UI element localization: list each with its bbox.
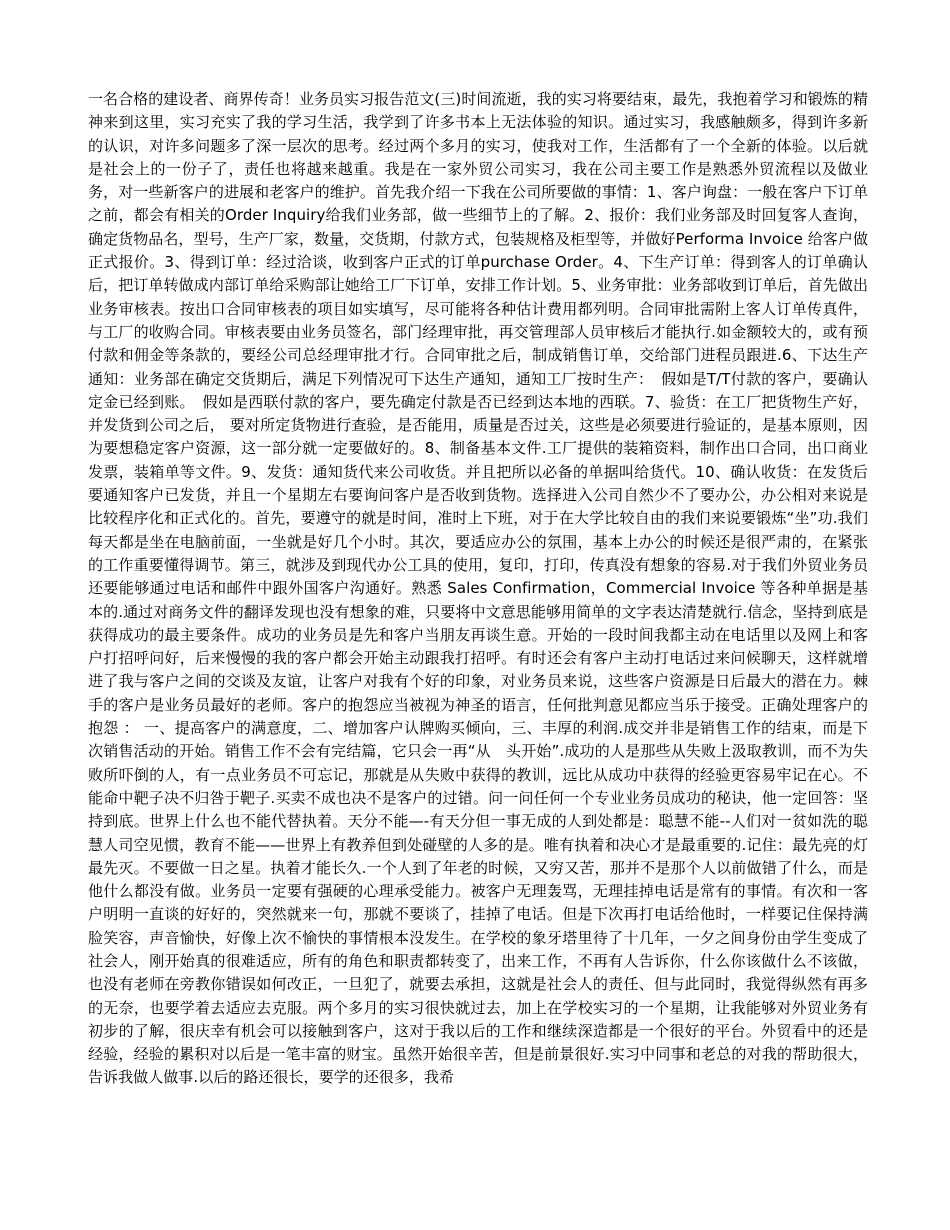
document-body-text: 一名合格的建设者、商界传奇！业务员实习报告范文(三)时间流逝，我的实习将要结束，最先，我抱着学习和锻炼的精神来到这里，实习充实了我的学习生活，我学到了许多书本上无法体验的知识。通过实习，我感触颇多，得到许多新的认识，对许多问题多了深一层次的思考。经过两个多月的实习，使我对工作，生活都有了一个全新的体验。以后就是社会上的一份子了，责任也将越来越重。我是在一家外贸公司实习，我在公司主要工作是熟悉外贸流程以及做业务，对一些新客户的进展和老客户的维护。首先我介绍一下我在公司所要做的事情：1、客户询盘：一般在客户下订单之前，都会有相关的Order Inquiry给我们业务部，做一些细节上的了解。2、报价：我们业务部及时回复客人查询，确定货物品名，型号，生产厂家，数量，交货期，付款方式，包装规格及柜型等，并做好Performa Invoice 给客户做正式报价。3、得到订单：经过洽谈，收到客户正式的订单purchase Order。4、下生产订单：得到客人的订单确认后，把订单转做成内部订单给采购部让她给工厂下订单，安排工作计划。5、业务审批：业务部收到订单后，首先做出业务审核表。按出口合同审核表的项目如实填写，尽可能将各种估计费用都列明。合同审批需附上客人订单传真件，与工厂的收购合同。审核表要由业务员签名，部门经理审批，再交管理部人员审核后才能执行.如金额较大的，或有预付款和佣金等条款的，要经公司总经理审批才行。合同审批之后，制成销售订单，交给部门进程员跟进.6、下达生产通知：业务部在确定交货期后，满足下列情况可下达生产通知，通知工厂按时生产： 假如是T/T付款的客户，要确认定金已经到账。 假如是西联付款的客户，要先确定付款是否已经到达本地的西联。7、验货：在工厂把货物生产好，并发货到公司之后， 要对所定货物进行查验，是否能用，质量是否过关，这些是必须要进行验证的，是基本原则，因为要想稳定客户资源，这一部分就一定要做好的。8、制备基本文件.工厂提供的装箱资料，制作出口合同，出口商业发票，装箱单等文件。9、发货：通知货代来公司收货。并且把所以必备的单据叫给货代。10、确认收货：在发货后要通知客户已发货，并且一个星期左右要询问客户是否收到货物。选择进入公司自然少不了要办公，办公相对来说是比较程序化和正式化的。首先，要遵守的就是时间，准时上下班，对于在大学比较自由的我们来说要锻炼“坐”功.我们每天都是坐在电脑前面，一坐就是好几个小时。其次，要适应办公的氛围，基本上办公的时候还是很严肃的，在紧张的工作重要懂得调节。第三，就涉及到现代办公工具的使用，复印，打印，传真没有想象的容易.对于我们外贸业务员还要能够通过电话和邮件中跟外国客户沟通好。熟悉 Sales Confirmation，Commercial Invoice 等各种单据是基本的.通过对商务文件的翻译发现也没有想象的难，只要将中文意思能够用简单的文字表达清楚就行.信念，坚持到底是获得成功的最主要条件。成功的业务员是先和客户当朋友再谈生意。开始的一段时间我都主动在电话里以及网上和客户打招呼问好，后来慢慢的我的客户都会开始主动跟我打招呼。有时还会有客户主动打电话过来问候聊天，这样就增进了我与客户之间的交谈及友谊，让客户对我有个好的印象，对业务员来说，这些客户资源是日后最大的潜在力。棘手的客户是业务员最好的老师。客户的抱怨应当被视为神圣的语言，任何批判意见都应当乐于接受。正确处理客户的抱怨 ： 一、提高客户的满意度，二、增加客户认牌购买倾向，三、丰厚的利润.成交并非是销售工作的结束，而是下次销售活动的开始。销售工作不会有完结篇，它只会一再“从 头开始”.成功的人是那些从失败上汲取教训，而不为失败所吓倒的人，有一点业务员不可忘记，那就是从失败中获得的教训，远比从成功中获得的经验更容易牢记在心。不能命中靶子决不归咎于靶子.买卖不成也决不是客户的过错。问一问任何一个专业业务员成功的秘诀，他一定回答：坚持到底。世界上什么也不能代替执着。天分不能—-有天分但一事无成的人到处都是：聪慧不能--人们对一贫如洗的聪慧人司空见惯，教育不能——世界上有教养但到处碰壁的人多的是。唯有执着和决心才是最重要的.记住：最先亮的灯最先灭。不要做一日之星。执着才能长久.一个人到了年老的时候，又穷又苦，那并不是那个人以前做错了什么，而是他什么都没有做。业务员一定要有强硬的心理承受能力。被客户无理轰骂，无理挂掉电话是常有的事情。有次和一客户明明一直谈的好好的，突然就来一句，那就不要谈了，挂掉了电话。但是下次再打电话给他时，一样要记住保持满脸笑容，声音愉快，好像上次不愉快的事情根本没发生。在学校的象牙塔里待了十几年，一夕之间身份由学生变成了社会人，刚开始真的很难适应，所有的角色和职责都转变了，出来工作，不再有人告诉你，什么你该做什么不该做，也没有老师在旁教你错误如何改正，一旦犯了，就要去承担，这就是社会人的责任、但与此同时，我觉得纵然有再多的无奈，也要学着去适应去克服。两个多月的实习很快就过去，加上在学校实习的一个星期，让我能够对外贸业务有初步的了解，很庆幸有机会可以接触到客户，这对于我以后的工作和继续深造都是一个很好的平台。外贸看中的还是经验，经验的累积对以后是一笔丰富的财宝。虽然开始很辛苦，但是前景很好.实习中同事和老总的对我的帮助很大，告诉我做人做事.以后的路还很长，要学的还很多，我希 (88, 90, 868, 1087)
document-page (88, 88, 868, 1090)
